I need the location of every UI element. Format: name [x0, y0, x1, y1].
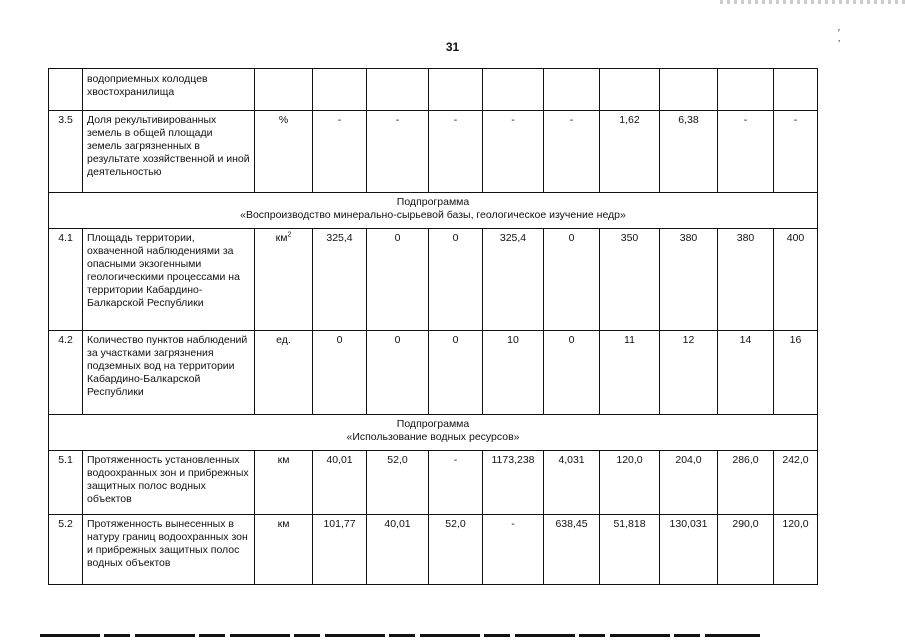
value-cell: 10 [483, 331, 544, 415]
row-number: 5.1 [49, 451, 83, 515]
value-cell: 52,0 [429, 515, 483, 585]
value-cell: 325,4 [313, 229, 367, 331]
value-cell [718, 69, 774, 111]
value-cell: - [483, 515, 544, 585]
table-row [49, 69, 818, 111]
unit-cell [255, 229, 313, 331]
value-cell [774, 69, 818, 111]
subprogram-heading-geology [49, 193, 818, 229]
value-cell: 40,01 [367, 515, 429, 585]
value-cell: - [774, 111, 818, 193]
indicator-name: Протяженность вынесенных в натуру границ водоохранных зон и прибрежных защитных полос водных объектов [83, 515, 255, 585]
value-cell: 130,031 [660, 515, 718, 585]
subprogram-title: «Воспроизводство минерально-сырьевой базы, геологическое изучение недр» [240, 209, 626, 221]
unit-superscript: 2 [287, 231, 292, 239]
value-cell: 0 [367, 331, 429, 415]
indicator-name: Протяженность установленных водоохранных зон и прибрежных защитных полос водных объектов [83, 451, 255, 515]
value-cell: - [313, 111, 367, 193]
row-number [49, 69, 83, 111]
value-cell: 12 [660, 331, 718, 415]
value-cell: 14 [718, 331, 774, 415]
value-cell [544, 69, 600, 111]
subprogram-row [49, 415, 818, 451]
value-cell: 350 [600, 229, 660, 331]
subprogram-label: Подпрограмма [396, 196, 470, 208]
value-cell: 120,0 [600, 451, 660, 515]
value-cell: 380 [660, 229, 718, 331]
value-cell: 16 [774, 331, 818, 415]
subprogram-row [49, 193, 818, 229]
value-cell: 0 [429, 331, 483, 415]
value-cell: 0 [367, 229, 429, 331]
subprogram-title: «Использование водных ресурсов» [346, 431, 520, 443]
scan-edge-marks [720, 0, 905, 4]
value-cell [313, 69, 367, 111]
value-cell: 4,031 [544, 451, 600, 515]
value-cell: 40,01 [313, 451, 367, 515]
value-cell: - [718, 111, 774, 193]
value-cell: - [544, 111, 600, 193]
value-cell: 11 [600, 331, 660, 415]
indicator-name: Площадь территории, охваченной наблюдениями за опасными экзогенными геологическими процессами на территории Кабардино-Балкарской Республики [83, 229, 255, 331]
value-cell: 242,0 [774, 451, 818, 515]
subprogram-label: Подпрограмма [396, 418, 470, 430]
unit-cell: % [255, 111, 313, 193]
value-cell: 51,818 [600, 515, 660, 585]
value-cell: 0 [544, 229, 600, 331]
table-row [49, 229, 818, 331]
value-cell: 0 [429, 229, 483, 331]
value-cell [429, 69, 483, 111]
value-cell: 325,4 [483, 229, 544, 331]
unit-text: км [275, 232, 288, 244]
unit-cell [255, 69, 313, 111]
row-number: 4.2 [49, 331, 83, 415]
value-cell: 380 [718, 229, 774, 331]
value-cell: 6,38 [660, 111, 718, 193]
unit-cell: ед. [255, 331, 313, 415]
value-cell: 290,0 [718, 515, 774, 585]
subprogram-heading-water [49, 415, 818, 451]
value-cell [367, 69, 429, 111]
table-row [49, 451, 818, 515]
value-cell [660, 69, 718, 111]
table-row [49, 331, 818, 415]
scan-edge-marks [40, 634, 760, 637]
table-row [49, 515, 818, 585]
table-row [49, 111, 818, 193]
row-number: 3.5 [49, 111, 83, 193]
indicator-name: Количество пунктов наблюдений за участками загрязнения подземных вод на территории Кабардино-Балкарской Республики [83, 331, 255, 415]
value-cell: 0 [313, 331, 367, 415]
value-cell: 638,45 [544, 515, 600, 585]
value-cell: 286,0 [718, 451, 774, 515]
indicator-name: Доля рекультивированных земель в общей площади земель загрязненных в результате хозяйственной и иной деятельностью [83, 111, 255, 193]
indicator-name: водоприемных колодцев хвостохранилища [83, 69, 255, 111]
value-cell: 0 [544, 331, 600, 415]
value-cell: 1173,238 [483, 451, 544, 515]
value-cell [483, 69, 544, 111]
value-cell: 1,62 [600, 111, 660, 193]
value-cell: 52,0 [367, 451, 429, 515]
row-number: 4.1 [49, 229, 83, 331]
value-cell: - [429, 111, 483, 193]
value-cell [600, 69, 660, 111]
unit-cell: км [255, 451, 313, 515]
corner-marks: ′ ’ [838, 28, 871, 50]
value-cell: - [429, 451, 483, 515]
value-cell: 101,77 [313, 515, 367, 585]
value-cell: - [483, 111, 544, 193]
unit-cell: км [255, 515, 313, 585]
row-number: 5.2 [49, 515, 83, 585]
value-cell: 204,0 [660, 451, 718, 515]
value-cell: 400 [774, 229, 818, 331]
value-cell: - [367, 111, 429, 193]
page-number: 31 [445, 40, 460, 54]
value-cell: 120,0 [774, 515, 818, 585]
indicators-table [48, 68, 818, 585]
